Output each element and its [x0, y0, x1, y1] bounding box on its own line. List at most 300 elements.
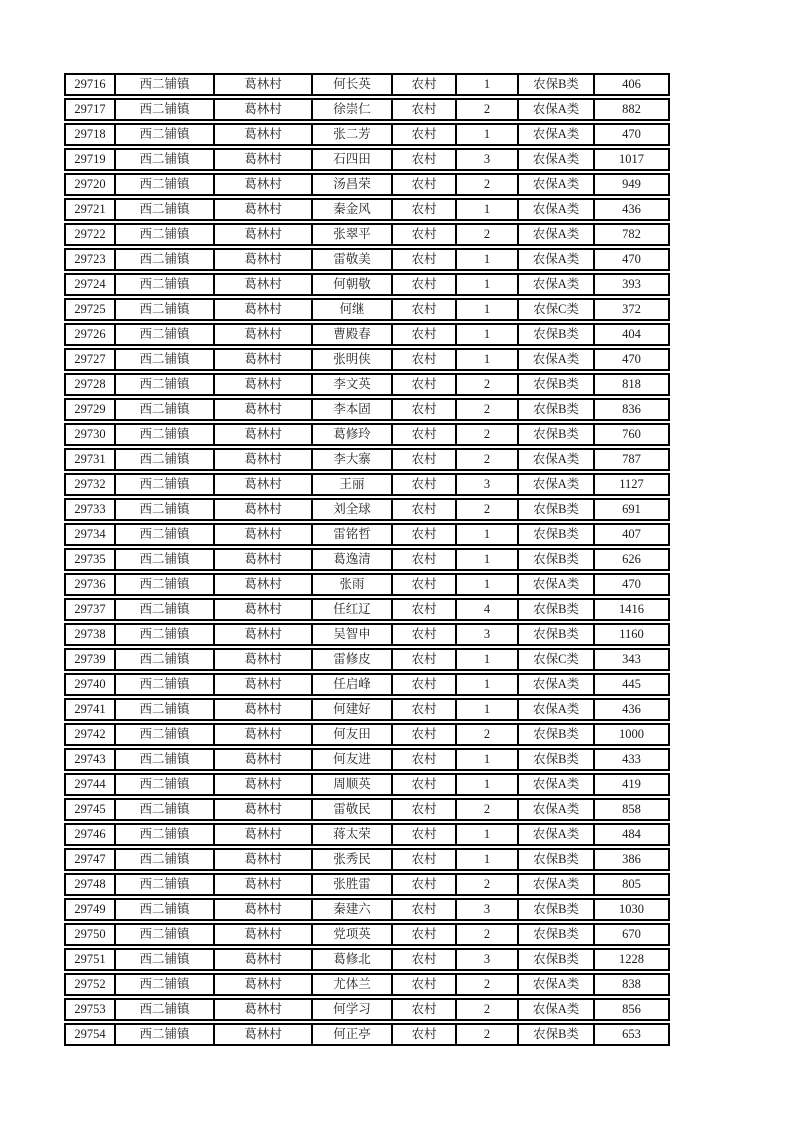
- amount-cell: 949: [594, 173, 670, 196]
- person-name-cell: 秦建六: [312, 898, 392, 921]
- town-cell: 西二铺镇: [115, 748, 214, 771]
- insurance-category-cell: 农保A类: [518, 573, 594, 596]
- residence-type-cell: 农村: [392, 748, 456, 771]
- insurance-category-cell: 农保A类: [518, 873, 594, 896]
- insurance-category-cell: 农保B类: [518, 498, 594, 521]
- amount-cell: 470: [594, 123, 670, 146]
- village-cell: 葛林村: [214, 948, 312, 971]
- village-cell: 葛林村: [214, 473, 312, 496]
- data-table: [64, 71, 670, 1048]
- village-cell: 葛林村: [214, 173, 312, 196]
- record-id-cell: 29743: [64, 748, 115, 771]
- person-count-cell: 2: [456, 498, 518, 521]
- amount-cell: 805: [594, 873, 670, 896]
- record-id-cell: 29751: [64, 948, 115, 971]
- person-name-cell: 尤体兰: [312, 973, 392, 996]
- record-id-cell: 29742: [64, 723, 115, 746]
- town-cell: 西二铺镇: [115, 573, 214, 596]
- amount-cell: 470: [594, 248, 670, 271]
- record-id-cell: 29752: [64, 973, 115, 996]
- insurance-category-cell: 农保A类: [518, 248, 594, 271]
- person-count-cell: 1: [456, 698, 518, 721]
- table-row: [64, 623, 670, 646]
- amount-cell: 386: [594, 848, 670, 871]
- insurance-category-cell: 农保B类: [518, 723, 594, 746]
- town-cell: 西二铺镇: [115, 948, 214, 971]
- person-count-cell: 2: [456, 723, 518, 746]
- town-cell: 西二铺镇: [115, 123, 214, 146]
- person-count-cell: 1: [456, 548, 518, 571]
- residence-type-cell: 农村: [392, 273, 456, 296]
- record-id-cell: 29748: [64, 873, 115, 896]
- residence-type-cell: 农村: [392, 198, 456, 221]
- village-cell: 葛林村: [214, 498, 312, 521]
- table-row: [64, 873, 670, 896]
- village-cell: 葛林村: [214, 148, 312, 171]
- person-count-cell: 2: [456, 373, 518, 396]
- village-cell: 葛林村: [214, 298, 312, 321]
- person-count-cell: 2: [456, 448, 518, 471]
- insurance-category-cell: 农保B类: [518, 598, 594, 621]
- table-row: [64, 723, 670, 746]
- person-name-cell: 王丽: [312, 473, 392, 496]
- person-name-cell: 何友田: [312, 723, 392, 746]
- village-cell: 葛林村: [214, 423, 312, 446]
- village-cell: 葛林村: [214, 373, 312, 396]
- person-count-cell: 1: [456, 748, 518, 771]
- residence-type-cell: 农村: [392, 473, 456, 496]
- village-cell: 葛林村: [214, 698, 312, 721]
- amount-cell: 372: [594, 298, 670, 321]
- village-cell: 葛林村: [214, 548, 312, 571]
- village-cell: 葛林村: [214, 848, 312, 871]
- village-cell: 葛林村: [214, 898, 312, 921]
- village-cell: 葛林村: [214, 798, 312, 821]
- amount-cell: 406: [594, 73, 670, 96]
- residence-type-cell: 农村: [392, 173, 456, 196]
- person-count-cell: 2: [456, 873, 518, 896]
- person-count-cell: 2: [456, 923, 518, 946]
- person-count-cell: 3: [456, 898, 518, 921]
- table-row: [64, 423, 670, 446]
- person-name-cell: 刘全球: [312, 498, 392, 521]
- person-name-cell: 雷修皮: [312, 648, 392, 671]
- person-name-cell: 汤昌荣: [312, 173, 392, 196]
- person-count-cell: 1: [456, 573, 518, 596]
- village-cell: 葛林村: [214, 623, 312, 646]
- insurance-category-cell: 农保B类: [518, 73, 594, 96]
- person-name-cell: 雷敬民: [312, 798, 392, 821]
- amount-cell: 1127: [594, 473, 670, 496]
- insurance-category-cell: 农保B类: [518, 898, 594, 921]
- amount-cell: 404: [594, 323, 670, 346]
- amount-cell: 670: [594, 923, 670, 946]
- amount-cell: 782: [594, 223, 670, 246]
- insurance-category-cell: 农保B类: [518, 398, 594, 421]
- person-name-cell: 何建好: [312, 698, 392, 721]
- insurance-category-cell: 农保C类: [518, 298, 594, 321]
- record-id-cell: 29729: [64, 398, 115, 421]
- town-cell: 西二铺镇: [115, 248, 214, 271]
- person-name-cell: 何学习: [312, 998, 392, 1021]
- record-id-cell: 29749: [64, 898, 115, 921]
- town-cell: 西二铺镇: [115, 598, 214, 621]
- person-name-cell: 张二芳: [312, 123, 392, 146]
- insurance-category-cell: 农保B类: [518, 948, 594, 971]
- person-name-cell: 张翠平: [312, 223, 392, 246]
- residence-type-cell: 农村: [392, 598, 456, 621]
- person-name-cell: 张胜雷: [312, 873, 392, 896]
- amount-cell: 433: [594, 748, 670, 771]
- town-cell: 西二铺镇: [115, 1023, 214, 1046]
- residence-type-cell: 农村: [392, 698, 456, 721]
- record-id-cell: 29750: [64, 923, 115, 946]
- table-row: [64, 323, 670, 346]
- record-id-cell: 29738: [64, 623, 115, 646]
- village-cell: 葛林村: [214, 123, 312, 146]
- person-count-cell: 1: [456, 773, 518, 796]
- record-id-cell: 29726: [64, 323, 115, 346]
- town-cell: 西二铺镇: [115, 423, 214, 446]
- residence-type-cell: 农村: [392, 323, 456, 346]
- residence-type-cell: 农村: [392, 523, 456, 546]
- insurance-category-cell: 农保A类: [518, 173, 594, 196]
- person-name-cell: 李本固: [312, 398, 392, 421]
- insurance-category-cell: 农保A类: [518, 673, 594, 696]
- town-cell: 西二铺镇: [115, 998, 214, 1021]
- record-id-cell: 29720: [64, 173, 115, 196]
- amount-cell: 470: [594, 573, 670, 596]
- residence-type-cell: 农村: [392, 348, 456, 371]
- residence-type-cell: 农村: [392, 898, 456, 921]
- person-name-cell: 何正亭: [312, 1023, 392, 1046]
- person-name-cell: 吴智申: [312, 623, 392, 646]
- amount-cell: 436: [594, 198, 670, 221]
- record-id-cell: 29747: [64, 848, 115, 871]
- person-name-cell: 周顺英: [312, 773, 392, 796]
- person-name-cell: 蒋太荣: [312, 823, 392, 846]
- town-cell: 西二铺镇: [115, 648, 214, 671]
- residence-type-cell: 农村: [392, 773, 456, 796]
- residence-type-cell: 农村: [392, 948, 456, 971]
- amount-cell: 1000: [594, 723, 670, 746]
- record-id-cell: 29733: [64, 498, 115, 521]
- table-row: [64, 748, 670, 771]
- residence-type-cell: 农村: [392, 548, 456, 571]
- village-cell: 葛林村: [214, 523, 312, 546]
- village-cell: 葛林村: [214, 673, 312, 696]
- amount-cell: 882: [594, 98, 670, 121]
- village-cell: 葛林村: [214, 198, 312, 221]
- person-count-cell: 2: [456, 223, 518, 246]
- amount-cell: 836: [594, 398, 670, 421]
- town-cell: 西二铺镇: [115, 673, 214, 696]
- table-row: [64, 548, 670, 571]
- residence-type-cell: 农村: [392, 823, 456, 846]
- village-cell: 葛林村: [214, 248, 312, 271]
- residence-type-cell: 农村: [392, 298, 456, 321]
- person-name-cell: 任红辽: [312, 598, 392, 621]
- table-row: [64, 948, 670, 971]
- insurance-category-cell: 农保A类: [518, 223, 594, 246]
- person-count-cell: 2: [456, 973, 518, 996]
- village-cell: 葛林村: [214, 448, 312, 471]
- town-cell: 西二铺镇: [115, 973, 214, 996]
- person-count-cell: 1: [456, 323, 518, 346]
- record-id-cell: 29725: [64, 298, 115, 321]
- residence-type-cell: 农村: [392, 873, 456, 896]
- amount-cell: 760: [594, 423, 670, 446]
- village-cell: 葛林村: [214, 648, 312, 671]
- table-row: [64, 473, 670, 496]
- residence-type-cell: 农村: [392, 973, 456, 996]
- person-name-cell: 李文英: [312, 373, 392, 396]
- insurance-category-cell: 农保A类: [518, 123, 594, 146]
- residence-type-cell: 农村: [392, 448, 456, 471]
- record-id-cell: 29737: [64, 598, 115, 621]
- residence-type-cell: 农村: [392, 798, 456, 821]
- residence-type-cell: 农村: [392, 648, 456, 671]
- insurance-category-cell: 农保B类: [518, 523, 594, 546]
- town-cell: 西二铺镇: [115, 623, 214, 646]
- table-row: [64, 448, 670, 471]
- amount-cell: 419: [594, 773, 670, 796]
- person-name-cell: 任启峰: [312, 673, 392, 696]
- table-row: [64, 698, 670, 721]
- town-cell: 西二铺镇: [115, 548, 214, 571]
- amount-cell: 1160: [594, 623, 670, 646]
- insurance-category-cell: 农保A类: [518, 698, 594, 721]
- amount-cell: 393: [594, 273, 670, 296]
- residence-type-cell: 农村: [392, 723, 456, 746]
- amount-cell: 818: [594, 373, 670, 396]
- residence-type-cell: 农村: [392, 998, 456, 1021]
- table-row: [64, 848, 670, 871]
- residence-type-cell: 农村: [392, 623, 456, 646]
- record-id-cell: 29721: [64, 198, 115, 221]
- table-row: [64, 248, 670, 271]
- village-cell: 葛林村: [214, 73, 312, 96]
- village-cell: 葛林村: [214, 598, 312, 621]
- village-cell: 葛林村: [214, 273, 312, 296]
- town-cell: 西二铺镇: [115, 373, 214, 396]
- person-count-cell: 1: [456, 248, 518, 271]
- record-id-cell: 29728: [64, 373, 115, 396]
- amount-cell: 626: [594, 548, 670, 571]
- village-cell: 葛林村: [214, 223, 312, 246]
- town-cell: 西二铺镇: [115, 873, 214, 896]
- insurance-category-cell: 农保B类: [518, 848, 594, 871]
- record-id-cell: 29730: [64, 423, 115, 446]
- village-cell: 葛林村: [214, 573, 312, 596]
- residence-type-cell: 农村: [392, 98, 456, 121]
- village-cell: 葛林村: [214, 873, 312, 896]
- record-id-cell: 29717: [64, 98, 115, 121]
- record-id-cell: 29736: [64, 573, 115, 596]
- table-row: [64, 998, 670, 1021]
- person-count-cell: 3: [456, 473, 518, 496]
- table-row: [64, 298, 670, 321]
- insurance-category-cell: 农保A类: [518, 973, 594, 996]
- person-name-cell: 党项英: [312, 923, 392, 946]
- amount-cell: 1228: [594, 948, 670, 971]
- insurance-category-cell: 农保A类: [518, 198, 594, 221]
- village-cell: 葛林村: [214, 973, 312, 996]
- person-name-cell: 雷敬美: [312, 248, 392, 271]
- person-count-cell: 1: [456, 348, 518, 371]
- record-id-cell: 29746: [64, 823, 115, 846]
- person-count-cell: 3: [456, 948, 518, 971]
- insurance-category-cell: 农保A类: [518, 823, 594, 846]
- record-id-cell: 29718: [64, 123, 115, 146]
- person-count-cell: 1: [456, 73, 518, 96]
- town-cell: 西二铺镇: [115, 698, 214, 721]
- table-row: [64, 273, 670, 296]
- insurance-category-cell: 农保B类: [518, 1023, 594, 1046]
- person-count-cell: 2: [456, 423, 518, 446]
- insurance-category-cell: 农保B类: [518, 923, 594, 946]
- residence-type-cell: 农村: [392, 848, 456, 871]
- record-id-cell: 29732: [64, 473, 115, 496]
- table-row: [64, 798, 670, 821]
- residence-type-cell: 农村: [392, 923, 456, 946]
- town-cell: 西二铺镇: [115, 898, 214, 921]
- person-count-cell: 2: [456, 798, 518, 821]
- town-cell: 西二铺镇: [115, 348, 214, 371]
- insurance-category-cell: 农保A类: [518, 773, 594, 796]
- person-count-cell: 1: [456, 298, 518, 321]
- record-id-cell: 29727: [64, 348, 115, 371]
- residence-type-cell: 农村: [392, 498, 456, 521]
- insurance-category-cell: 农保A类: [518, 798, 594, 821]
- table-row: [64, 198, 670, 221]
- town-cell: 西二铺镇: [115, 323, 214, 346]
- residence-type-cell: 农村: [392, 373, 456, 396]
- person-count-cell: 2: [456, 1023, 518, 1046]
- town-cell: 西二铺镇: [115, 848, 214, 871]
- table-row: [64, 1023, 670, 1046]
- person-name-cell: 张明侠: [312, 348, 392, 371]
- village-cell: 葛林村: [214, 398, 312, 421]
- town-cell: 西二铺镇: [115, 823, 214, 846]
- person-count-cell: 1: [456, 198, 518, 221]
- record-id-cell: 29753: [64, 998, 115, 1021]
- person-name-cell: 张雨: [312, 573, 392, 596]
- person-name-cell: 葛修北: [312, 948, 392, 971]
- residence-type-cell: 农村: [392, 73, 456, 96]
- person-name-cell: 葛逸清: [312, 548, 392, 571]
- person-name-cell: 葛修玲: [312, 423, 392, 446]
- village-cell: 葛林村: [214, 748, 312, 771]
- person-count-cell: 1: [456, 673, 518, 696]
- village-cell: 葛林村: [214, 773, 312, 796]
- person-count-cell: 1: [456, 273, 518, 296]
- person-count-cell: 1: [456, 523, 518, 546]
- table-row: [64, 223, 670, 246]
- insurance-category-cell: 农保A类: [518, 148, 594, 171]
- record-id-cell: 29719: [64, 148, 115, 171]
- insurance-category-cell: 农保B类: [518, 548, 594, 571]
- table-row: [64, 123, 670, 146]
- table-row: [64, 773, 670, 796]
- table-row: [64, 598, 670, 621]
- residence-type-cell: 农村: [392, 248, 456, 271]
- residence-type-cell: 农村: [392, 573, 456, 596]
- person-count-cell: 2: [456, 998, 518, 1021]
- record-id-cell: 29739: [64, 648, 115, 671]
- table-row: [64, 173, 670, 196]
- amount-cell: 436: [594, 698, 670, 721]
- town-cell: 西二铺镇: [115, 723, 214, 746]
- insurance-category-cell: 农保B类: [518, 623, 594, 646]
- amount-cell: 787: [594, 448, 670, 471]
- record-id-cell: 29741: [64, 698, 115, 721]
- town-cell: 西二铺镇: [115, 773, 214, 796]
- table-row: [64, 398, 670, 421]
- record-id-cell: 29716: [64, 73, 115, 96]
- person-name-cell: 何继: [312, 298, 392, 321]
- amount-cell: 1017: [594, 148, 670, 171]
- table-row: [64, 648, 670, 671]
- town-cell: 西二铺镇: [115, 523, 214, 546]
- village-cell: 葛林村: [214, 348, 312, 371]
- record-id-cell: 29745: [64, 798, 115, 821]
- table-row: [64, 573, 670, 596]
- town-cell: 西二铺镇: [115, 198, 214, 221]
- town-cell: 西二铺镇: [115, 223, 214, 246]
- insurance-category-cell: 农保B类: [518, 323, 594, 346]
- amount-cell: 445: [594, 673, 670, 696]
- residence-type-cell: 农村: [392, 1023, 456, 1046]
- amount-cell: 653: [594, 1023, 670, 1046]
- residence-type-cell: 农村: [392, 673, 456, 696]
- village-cell: 葛林村: [214, 998, 312, 1021]
- residence-type-cell: 农村: [392, 123, 456, 146]
- person-count-cell: 2: [456, 173, 518, 196]
- insurance-category-cell: 农保A类: [518, 348, 594, 371]
- table-row: [64, 898, 670, 921]
- town-cell: 西二铺镇: [115, 798, 214, 821]
- person-name-cell: 石四田: [312, 148, 392, 171]
- table-row: [64, 98, 670, 121]
- person-name-cell: 李大寨: [312, 448, 392, 471]
- person-count-cell: 1: [456, 848, 518, 871]
- record-id-cell: 29735: [64, 548, 115, 571]
- table-row: [64, 923, 670, 946]
- table-row: [64, 523, 670, 546]
- record-id-cell: 29731: [64, 448, 115, 471]
- person-count-cell: 1: [456, 648, 518, 671]
- person-count-cell: 1: [456, 123, 518, 146]
- person-name-cell: 秦金风: [312, 198, 392, 221]
- residence-type-cell: 农村: [392, 398, 456, 421]
- village-cell: 葛林村: [214, 98, 312, 121]
- person-count-cell: 4: [456, 598, 518, 621]
- village-cell: 葛林村: [214, 723, 312, 746]
- amount-cell: 484: [594, 823, 670, 846]
- person-name-cell: 雷铭哲: [312, 523, 392, 546]
- town-cell: 西二铺镇: [115, 173, 214, 196]
- record-id-cell: 29734: [64, 523, 115, 546]
- town-cell: 西二铺镇: [115, 448, 214, 471]
- person-count-cell: 3: [456, 148, 518, 171]
- person-name-cell: 曹殿春: [312, 323, 392, 346]
- person-name-cell: 何长英: [312, 73, 392, 96]
- amount-cell: 838: [594, 973, 670, 996]
- amount-cell: 691: [594, 498, 670, 521]
- table-row: [64, 373, 670, 396]
- village-cell: 葛林村: [214, 823, 312, 846]
